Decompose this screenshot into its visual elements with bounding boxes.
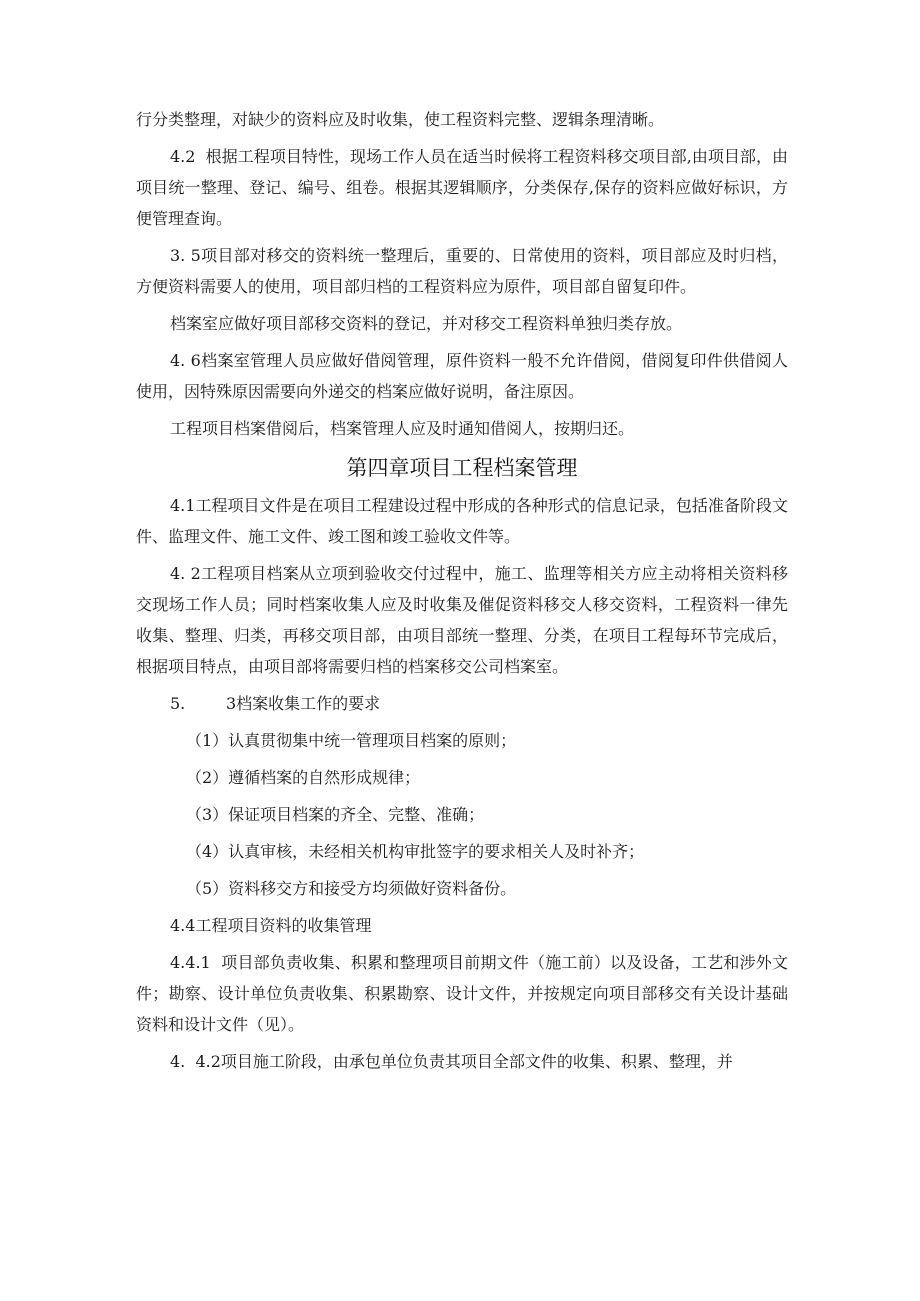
paragraph-4-2-transfer: 4.2 根据工程项目特性，现场工作人员在适当时候将工程资料移交项目部,由项目部，由项目统一整理、登记、编号、组卷。根据其逻辑顺序，分类保存,保存的资料应做好标识，方便管理查询。	[136, 147, 788, 228]
paragraph-3-5-archive: 3. 5项目部对移交的资料统一整理后，重要的、日常使用的资料，项目部应及时归档，方便资料需要人的使用，项目部归档的工程资料应为原件，项目部自留复印件。	[136, 246, 788, 296]
list-item: （1）认真贯彻集中统一管理项目档案的原则；	[186, 731, 517, 750]
chapter-heading: 第四章项目工程档案管理	[346, 456, 578, 480]
list-item: （4）认真审核，未经相关机构审批签字的要求相关人及时补齐；	[186, 842, 645, 861]
list-item: （3）保证项目档案的齐全、完整、准确；	[186, 805, 485, 824]
document-page	[136, 104, 788, 1083]
paragraph-archive-room-register: 档案室应做好项目部移交资料的登记，并对移交工程资料单独归类存放。	[170, 314, 683, 333]
paragraph-4-4-2: 4. 4.2项目施工阶段，由承包单位负责其项目全部文件的收集、积累、整理，并	[170, 1052, 733, 1071]
section-5-3-heading: 5. 3档案收集工作的要求	[170, 694, 381, 713]
paragraph-continued: 行分类整理，对缺少的资料应及时收集，使工程资料完整、逻辑条理清晰。	[136, 110, 665, 129]
section-4-4-heading: 4.4工程项目资料的收集管理	[170, 916, 372, 935]
requirements-list	[136, 725, 788, 904]
paragraph-4-4-1: 4.4.1 项目部负责收集、积累和整理项目前期文件（施工前）以及设备，工艺和涉外文件；勘察、设计单位负责收集、积累勘察、设计文件，并按规定向项目部移交有关设计基础资料和设计文件（见）。	[136, 953, 788, 1034]
paragraph-4-6-borrowing: 4. 6档案室管理人员应做好借阅管理，原件资料一般不允许借阅，借阅复印件供借阅人使用，因特殊原因需要向外递交的档案应做好说明，备注原因。	[136, 351, 788, 401]
list-item: （2）遵循档案的自然形成规律；	[186, 768, 421, 787]
paragraph-4-1-project-files: 4.1工程项目文件是在项目工程建设过程中形成的各种形式的信息记录，包括准备阶段文件、监理文件、施工文件、竣工图和竣工验收文件等。	[136, 496, 788, 546]
paragraph-return-notice: 工程项目档案借阅后，档案管理人应及时通知借阅人，按期归还。	[170, 419, 635, 438]
list-item: （5）资料移交方和接受方均须做好资料备份。	[186, 879, 517, 898]
paragraph-4-2-project-archives: 4. 2工程项目档案从立项到验收交付过程中，施工、监理等相关方应主动将相关资料移交现场工作人员；同时档案收集人应及时收集及催促资料移交人移交资料，工程资料一律先收集、整理、归类，再移交项目部，由项目部统一整理、分类，在项目工程每环节完成后，根据项目特点，由项目部将需要归档的档案移交公司档案室。	[136, 564, 788, 676]
